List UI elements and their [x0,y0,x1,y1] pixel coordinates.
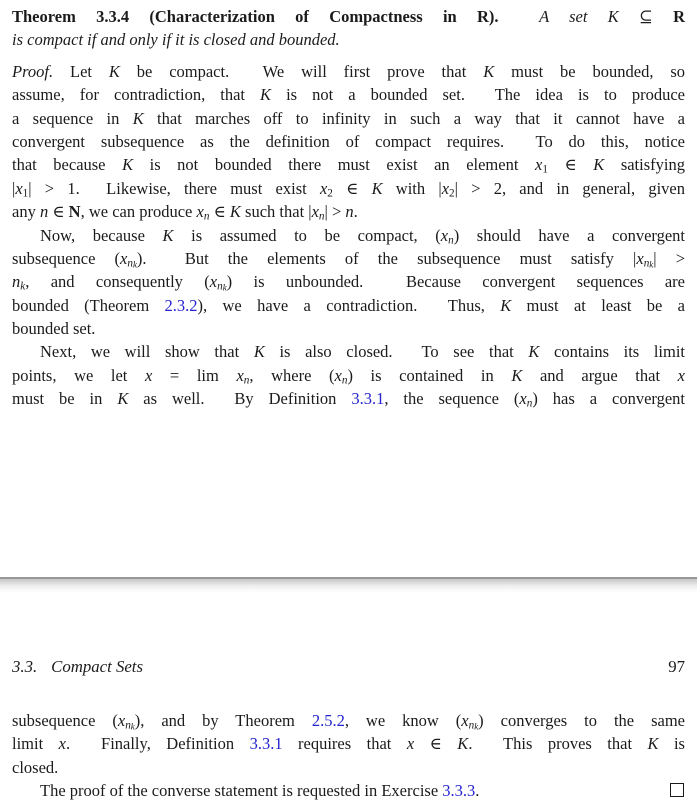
text-segment: 1 [542,163,548,176]
text-line [12,294,685,317]
text-segment: . This proves that [468,734,648,754]
text-segment: n [448,233,454,246]
text-segment: ∈ [48,202,69,222]
text-segment: 1 [22,187,29,200]
text-segment: | > 2, and in general, given [454,178,685,198]
text-line [12,732,685,755]
text-segment: points, we let [12,365,145,385]
text-segment: x [677,365,685,385]
text-segment: | > [324,202,346,222]
text-line [12,340,685,363]
text-segment: subsequence ( [12,711,118,730]
text-segment: is not a bounded set. The idea is to produce [271,85,686,105]
text-segment: K [132,108,144,128]
text-segment: must be bounded, so [494,61,685,81]
text-segment: as well. By Definition [128,389,352,409]
text-segment: is not bounded there must exist an element [133,155,535,175]
section-number: 3.3. [12,657,38,676]
text-segment: K [260,85,272,105]
text-line [12,270,685,293]
text-line [12,224,685,247]
text-line [12,364,685,387]
text-segment: ) is unbounded. Because convergent sequences are [226,272,685,292]
cross-reference-link[interactable]: 3.3.1 [249,734,283,754]
text-segment: K [162,225,174,245]
text-segment [499,7,540,26]
text-segment: x [209,272,218,292]
text-line [12,60,685,83]
text-segment: K [108,61,120,81]
section-heading [12,656,143,678]
text-segment: n [127,257,133,270]
text-segment: x [334,365,342,385]
cross-reference-link[interactable]: 2.5.2 [311,711,345,730]
text-segment: K [229,202,241,222]
text-segment: x [461,711,469,730]
text-segment: ). But the elements of the subsequence must satisfy | [136,248,637,268]
text-segment: be compact. We will first prove that [119,61,484,81]
text-line [12,83,685,106]
text-line [12,387,685,410]
text-segment: R [673,7,685,26]
text-segment: n [243,374,250,387]
text-line [12,28,685,51]
text-segment: x [636,248,644,268]
text-segment: x [319,178,328,198]
text-segment: n [341,374,348,387]
text-line [12,5,685,28]
text-segment: ∈ [332,178,372,198]
text-segment: limit [12,734,59,754]
text-segment: k [474,721,479,732]
text-segment: contains its limit [539,342,686,362]
text-segment: , and consequently ( [25,272,210,292]
text-line [12,200,685,223]
text-segment: x [441,178,450,198]
running-header [12,656,685,678]
text-segment: K [122,155,134,175]
text-segment: | > [653,248,685,268]
text-segment: , where ( [249,365,335,385]
text-segment: n [12,272,21,292]
text-segment: k [132,259,137,270]
text-segment: is compact if and only if it is closed and bounded. [12,30,340,50]
text-segment: n [643,257,650,270]
text-segment: A set K [539,7,639,26]
text-segment: n [468,719,475,732]
text-segment: K [500,295,512,315]
text-segment: , we know ( [344,711,462,730]
text-segment: K [457,734,469,754]
text-segment: subsequence ( [12,248,121,268]
text-segment: closed. [12,757,59,777]
text-segment: n [217,280,223,293]
text-segment: n [39,202,49,222]
text-line [12,177,685,200]
text-segment: x [120,248,128,268]
text-segment: n [318,210,325,223]
text-segment: The proof of the converse statement is requested in Exercise [40,781,443,801]
text-segment: ⊆ [638,7,674,26]
text-segment: that marches off to infinity in such a way that it cannot have a [143,108,685,128]
text-segment: n [526,397,533,410]
text-line [12,107,685,130]
text-segment: 2 [449,187,455,200]
text-segment: is also closed. To see that [264,342,529,362]
text-segment: bounded set. [12,319,96,339]
cross-reference-link[interactable]: 3.3.3 [442,781,476,801]
text-segment: x [236,365,244,385]
text-segment: Let [53,61,109,81]
text-segment: K [511,365,523,385]
text-segment: a sequence in [12,108,133,128]
text-segment: = lim [152,365,237,385]
text-segment: and argue that [522,365,678,385]
text-segment: assume, for contradiction, that [12,85,261,105]
text-segment: | > 1. Likewise, there must exist [28,178,320,198]
text-segment: bounded (Theorem [12,295,165,315]
text-segment: K [117,389,129,409]
text-segment: must be in [12,389,118,409]
text-segment: x [117,711,126,730]
text-segment: n [345,202,354,222]
text-segment: x [15,178,23,198]
text-segment: requires that [282,734,407,754]
text-segment: x [311,202,319,222]
text-segment: n [203,210,210,223]
page-number: 97 [668,657,685,676]
text-segment: ) should have a convergent [453,225,685,245]
qed-box [670,783,684,797]
text-segment: any [12,202,40,222]
text-segment: , the sequence ( [384,389,520,409]
text-segment: 2 [327,187,333,200]
text-line [12,709,685,732]
text-line [12,317,685,340]
text-segment: N [68,202,81,222]
text-segment: k [20,280,26,293]
page-two-text [12,709,685,803]
text-segment: ), we have a contradiction. Thus, [197,295,501,315]
text-segment: ) has a convergent [532,389,685,409]
text-segment: ) is contained in [347,365,512,385]
text-segment: ) converges to the same [478,711,686,730]
text-segment: with | [382,178,442,198]
text-segment: ∈ [414,734,458,754]
text-segment: k [649,259,654,270]
page-separator [0,577,697,594]
text-segment: . [475,781,480,801]
text-segment: . Finally, Definition [65,734,250,754]
text-segment: K [371,178,383,198]
text-segment: k [130,721,135,732]
cross-reference-link[interactable]: 2.3.2 [164,295,198,315]
text-segment: that because [12,155,123,175]
text-segment: must at least be a [511,295,686,315]
section-title: Compact Sets [51,657,143,676]
text-segment: x [58,734,66,754]
text-segment: K [647,734,659,754]
text-segment: convergent subsequence as the definition of compact requires. To do this, notice [12,131,685,151]
text-segment: x [196,202,204,222]
text-segment: ∈ [209,202,230,222]
text-segment: x [406,734,415,754]
text-segment: is [658,734,685,754]
text-segment: K [528,342,540,362]
text-segment: x [519,389,527,409]
text-segment: Proof. [12,61,54,81]
text-segment: ), and by Theorem [134,711,312,730]
text-segment: satisfying [604,155,685,175]
text-segment: x [440,225,449,245]
text-segment: K [253,342,265,362]
text-segment: | [12,178,16,198]
text-segment: Next, we will show that [40,342,254,362]
text-segment: Now, because [40,225,163,245]
text-segment: K [593,155,605,175]
text-segment: . [353,202,358,222]
text-segment: Theorem 3.3.4 (Characterization of Compactness in R). [12,7,499,26]
text-line [12,779,685,802]
text-segment: ∈ [547,155,594,175]
page-one-text [12,5,685,411]
text-segment: is assumed to be compact, ( [173,225,441,245]
text-segment: , we can produce [80,202,197,222]
text-segment: K [483,61,495,81]
text-segment: such that | [240,202,312,222]
text-segment: x [534,155,543,175]
text-line [12,247,685,270]
cross-reference-link[interactable]: 3.3.1 [351,389,385,409]
text-line [12,130,685,153]
text-segment: k [222,282,227,293]
text-segment: n [125,719,131,732]
text-line [12,153,685,176]
text-segment: x [145,365,153,385]
text-line [12,756,685,779]
